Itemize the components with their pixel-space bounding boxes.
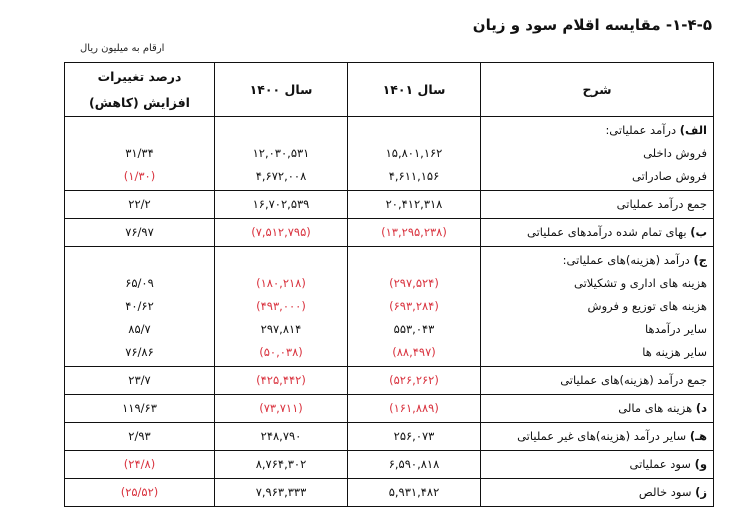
unit-note: ارقام به میلیون ریال	[80, 43, 165, 54]
cell-y1400	[215, 423, 348, 451]
table-row	[65, 219, 714, 247]
cell-y1401	[348, 451, 481, 479]
cell-y1400	[215, 219, 348, 247]
group-label-text: درآمد (هزینه)های عملیاتی:	[562, 253, 694, 267]
value-y1401: (۵۲۶,۲۶۲)	[389, 373, 439, 387]
value-y1401: ۵۵۳,۰۴۳	[393, 322, 435, 336]
cell-y1401	[348, 395, 481, 423]
value-y1400: (۱۸۰,۲۱۸)	[256, 276, 306, 290]
header-pct	[65, 63, 215, 117]
row-prefix: هـ)	[689, 429, 707, 443]
value-y1401: ۲۵۶,۰۷۳	[393, 429, 435, 443]
cell-y1400	[215, 395, 348, 423]
header-1400: سال ۱۴۰۰	[215, 63, 348, 117]
section-title: ۱-۴-۵- مقایسه اقلام سود و زیان	[472, 16, 712, 34]
table-header	[65, 63, 714, 117]
row-prefix: و)	[694, 457, 707, 471]
value-pct: (۱/۳۰)	[123, 169, 156, 183]
row-desc	[487, 397, 707, 420]
row-desc-text: سایر هزینه ها	[642, 345, 707, 359]
cell-desc	[481, 423, 714, 451]
value-y1401: ۲۰,۴۱۲,۳۱۸	[385, 197, 443, 211]
row-desc	[487, 193, 707, 216]
cell-pct	[65, 219, 215, 247]
value-y1400: ۸,۷۶۴,۳۰۲	[255, 457, 307, 471]
cell-y1400	[215, 451, 348, 479]
row-desc-text: سود خالص	[638, 485, 696, 499]
cell-y1400	[215, 247, 348, 367]
cell-y1401	[348, 423, 481, 451]
table-row	[65, 191, 714, 219]
cell-desc	[481, 117, 714, 191]
cell-desc	[481, 367, 714, 395]
value-pct: (۲۵/۵۲)	[120, 485, 159, 499]
value-pct: ۲۳/۷	[128, 373, 151, 387]
group-prefix: ج)	[693, 253, 707, 267]
group-label	[487, 119, 707, 142]
row-desc	[487, 369, 707, 392]
table-row	[65, 423, 714, 451]
cell-y1401	[348, 117, 481, 191]
cell-y1401	[348, 191, 481, 219]
value-y1401: (۶۹۳,۲۸۴)	[389, 299, 439, 313]
value-y1400: (۴۹۳,۰۰۰)	[256, 299, 306, 313]
value-y1400: (۷,۵۱۲,۷۹۵)	[251, 225, 311, 239]
row-desc-text: فروش صادراتی	[631, 169, 707, 183]
cell-desc	[481, 247, 714, 367]
row-desc-text: سایر درآمدها	[645, 322, 707, 336]
value-pct: ۸۵/۷	[128, 322, 151, 336]
value-y1400: ۲۴۸,۷۹۰	[260, 429, 302, 443]
value-y1400: (۵۰,۰۳۸)	[259, 345, 303, 359]
cell-pct	[65, 451, 215, 479]
cell-y1401	[348, 247, 481, 367]
value-y1400: ۷,۹۶۳,۳۳۳	[255, 485, 307, 499]
cell-pct	[65, 423, 215, 451]
cell-desc	[481, 219, 714, 247]
cell-pct	[65, 117, 215, 191]
spacer	[221, 249, 341, 272]
row-desc-text: هزینه های مالی	[618, 401, 696, 415]
table-row	[65, 247, 714, 367]
profit-loss-table	[64, 62, 714, 507]
table-row	[65, 117, 714, 191]
value-pct: (۲۴/۸)	[123, 457, 156, 471]
row-desc-text: هزینه های توزیع و فروش	[587, 299, 707, 313]
row-desc	[487, 165, 707, 188]
row-desc-text: جمع درآمد (هزینه)های عملیاتی	[560, 373, 707, 387]
value-y1400: ۱۶,۷۰۲,۵۳۹	[252, 197, 310, 211]
cell-y1400	[215, 117, 348, 191]
group-label	[487, 249, 707, 272]
row-desc	[487, 318, 707, 341]
row-prefix: د)	[695, 401, 707, 415]
value-y1401: ۱۵,۸۰۱,۱۶۲	[385, 146, 443, 160]
cell-desc	[481, 191, 714, 219]
cell-pct	[65, 367, 215, 395]
cell-pct	[65, 479, 215, 507]
value-pct: ۴۰/۶۲	[125, 299, 154, 313]
value-y1400: ۴,۶۷۲,۰۰۸	[255, 169, 307, 183]
value-y1401: (۱۶۱,۸۸۹)	[389, 401, 439, 415]
row-desc	[487, 221, 707, 244]
table-row	[65, 367, 714, 395]
spacer	[221, 119, 341, 142]
row-desc	[487, 453, 707, 476]
row-prefix: ز)	[695, 485, 707, 499]
value-pct: ۱۱۹/۶۳	[122, 401, 157, 415]
spacer	[71, 119, 208, 142]
header-pct-line1: درصد تغییرات	[97, 68, 182, 84]
row-desc	[487, 425, 707, 448]
cell-desc	[481, 451, 714, 479]
row-desc-text: سود عملیاتی	[629, 457, 695, 471]
value-pct: ۷۶/۹۷	[125, 225, 154, 239]
group-prefix: الف)	[679, 123, 707, 137]
row-desc	[487, 272, 707, 295]
row-desc-text: فروش داخلی	[643, 146, 707, 160]
table-row	[65, 479, 714, 507]
value-pct: ۲۲/۲	[128, 197, 151, 211]
table-row	[65, 451, 714, 479]
value-pct: ۲/۹۳	[128, 429, 151, 443]
value-y1401: (۸۸,۴۹۷)	[392, 345, 436, 359]
spacer	[354, 249, 474, 272]
spacer	[71, 249, 208, 272]
value-y1401: ۵,۹۳۱,۴۸۲	[388, 485, 440, 499]
value-pct: ۶۵/۰۹	[125, 276, 154, 290]
row-desc-text: بهای تمام شده درآمدهای عملیاتی	[527, 225, 691, 239]
row-desc	[487, 481, 707, 504]
cell-pct	[65, 395, 215, 423]
cell-y1401	[348, 219, 481, 247]
value-y1400: (۷۳,۷۱۱)	[259, 401, 303, 415]
value-y1401: ۶,۵۹۰,۸۱۸	[388, 457, 440, 471]
row-desc	[487, 142, 707, 165]
header-1401: سال ۱۴۰۱	[348, 63, 481, 117]
group-label-text: درآمد عملیاتی:	[605, 123, 680, 137]
row-desc-text: هزینه های اداری و تشکیلاتی	[574, 276, 707, 290]
value-y1400: (۴۲۵,۴۴۲)	[256, 373, 306, 387]
row-desc-text: جمع درآمد عملیاتی	[616, 197, 707, 211]
cell-y1401	[348, 479, 481, 507]
row-desc-text: سایر درآمد (هزینه)های غیر عملیاتی	[517, 429, 690, 443]
row-desc	[487, 295, 707, 318]
cell-pct	[65, 191, 215, 219]
value-y1401: ۴,۶۱۱,۱۵۶	[388, 169, 440, 183]
cell-pct	[65, 247, 215, 367]
header-pct-line2: افزایش (کاهش)	[89, 94, 190, 110]
value-pct: ۷۶/۸۶	[125, 345, 154, 359]
cell-y1400	[215, 367, 348, 395]
cell-y1400	[215, 191, 348, 219]
value-y1400: ۱۲,۰۳۰,۵۳۱	[252, 146, 310, 160]
value-pct: ۳۱/۳۴	[125, 146, 154, 160]
row-prefix: ب)	[690, 225, 707, 239]
spacer	[354, 119, 474, 142]
value-y1400: ۲۹۷,۸۱۴	[260, 322, 302, 336]
cell-y1401	[348, 367, 481, 395]
value-y1401: (۱۳,۲۹۵,۲۳۸)	[381, 225, 447, 239]
cell-desc	[481, 395, 714, 423]
table-row	[65, 395, 714, 423]
row-desc	[487, 341, 707, 364]
cell-desc	[481, 479, 714, 507]
header-desc: شرح	[481, 63, 714, 117]
cell-y1400	[215, 479, 348, 507]
value-y1401: (۲۹۷,۵۲۴)	[389, 276, 439, 290]
